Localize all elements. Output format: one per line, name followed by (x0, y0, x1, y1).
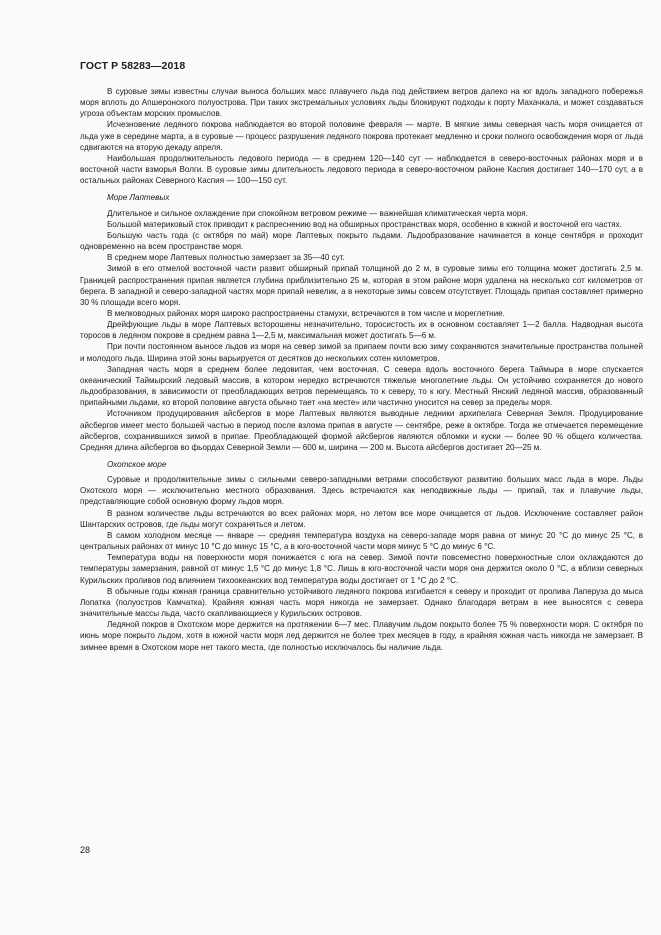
paragraph: Источником продуцирования айсбергов в море Лаптевых являются выводные ледники архипелага Северная Земля. Продуцирование айсбергов имеет место большей частью в период после взлома припая в августе — сентябре, реже в октябре. Тогда же отмечается перемещение айсбергов, сохранившихся зимой в припае. Преобладающей формой айсбергов являются обломки и куски — более 90 % общего количества. Средняя длина айсбергов во фьордах Северной Земли — 600 м, ширина — 200 м. Высота айсбергов достигает 20—25 м. (80, 409, 643, 452)
paragraph: Температура воды на поверхности моря понижается с юга на север. Зимой почти повсеместно поверхностные слои охлаждаются до температуры замерзания, равной от минус 1,5 °С до минус 1,8 °С. Лишь в юго-восточной части моря она держится около 0 °С, а вблизи северных Курильских проливов под влиянием тихоокеанских вод температура воды достигает от 1 °С до 2 °С. (80, 553, 643, 585)
paragraph: Большой материковый сток приводит к распреснению вод на обширных пространствах моря, особенно в южной и восточной его частях. (107, 219, 622, 229)
paragraph: В обычные годы южная граница сравнительно устойчивого ледяного покрова изгибается к северу и проходит от пролива Лаперуза до мыса Лопатка (полуостров Камчатка). Крайняя южная часть моря никогда не замерзает. Однако благодаря ветрам в нее выносятся с севера значительные массы льда, часто скапливающиеся у Курильских островов. (80, 586, 643, 619)
paragraph: Западная часть моря в среднем более ледовитая, чем восточная. С севера вдоль восточного берега Таймыра в море спускается океанический Таймырский ледовый массив, в котором нередко встречаются тяжелые многолетние льды. Он устойчиво сохраняется до нового льдообразования, в зависимости от преобладающих ветров перемещаясь то к северу, то к югу. Местный Янский ледяной массив, образованный припайными льдами, ко второй половине августа обычно тает «на месте» или частично уносится на север за пределы моря. (80, 364, 643, 408)
page-number: 28 (80, 845, 91, 855)
document-body (80, 86, 643, 653)
paragraph: В мелководных районах моря широко распространены стамухи, встречаются в том числе и мореглетние. (107, 308, 505, 318)
section-heading-okhotsk-sea: Охотское море (107, 460, 167, 469)
paragraph: Исчезновение ледяного покрова наблюдается во второй половине февраля — марте. В мягкие зимы северная часть моря очищается от льда уже в середине марта, а в суровые — процесс разрушения ледяного покрова протекает медленно и сроки полного освобождения моря от льда сдвигаются на вторую декаду апреля. (80, 120, 643, 152)
paragraph: В среднем море Лаптевых полностью замерзает за 35—40 сут. (107, 253, 345, 263)
paragraph: Дрейфующие льды в море Лаптевых всторошены незначительно, торосистость их в основном составляет 1—2 балла. Надводная высота торосов в ледяном покрове в среднем равна 1—2,5 м, максимальная может достигать 5—6 м. (80, 320, 643, 341)
paragraph: Большую часть года (с октября по май) море Лаптевых покрыто льдами. Льдообразование начинается в конце сентября и проходит одновременно на всем пространстве моря. (80, 230, 643, 252)
section-heading-laptev-sea: Море Лаптевых (107, 193, 170, 203)
paragraph: При почти постоянном выносе льдов из моря на север зимой за припаем почти всю зиму сохраняются значительные пространства полыней и молодого льда. Ширина этой зоны варьируется от десятков до нескольких сотен километров. (80, 342, 643, 363)
paragraph: Наибольшая продолжительность ледового периода — в среднем 120—140 сут — наблюдается в северо-восточных районах моря и в восточной части взморья Волги. В суровые зимы длительность ледового периода в северо-восточном районе Каспия достигает 140—170 сут, а в остальных районах Северного Каспия — 100—150 сут. (80, 153, 643, 186)
paragraph: В самом холодном месяце — январе — средняя температура воздуха на северо-западе моря равна от минус 20 °С до минус 25 °С, в центральных районах от минус 10 °С до минус 15 °С, а в юго-восточной части моря минус 5 °С до минус 6 °С. (80, 530, 643, 552)
paragraph: Суровые и продолжительные зимы с сильными северо-западными ветрами способствуют развитию больших масс льда в море. Льды Охотского моря — исключительно местного образования. Здесь встречаются как неподвижные льды — припай, так и плавучие льды, представляющие собой основную форму льдов моря. (80, 475, 643, 507)
paragraph: В суровые зимы известны случаи выноса больших масс плавучего льда под действием ветров далеко на юг вдоль западного побережья моря вплоть до Апшеронского полуострова. При таких экстремальных условиях льды блокируют подходы к порту Махачкала, и может создаваться угроза объектам морских промыслов. (80, 87, 643, 119)
paragraph: В разном количестве льды встречаются во всех районах моря, но летом все море очищается от льдов. Исключение составляет район Шантарских островов, где льды могут сохраняться и летом. (80, 508, 643, 529)
paragraph: Ледяной покров в Охотском море держится на протяжении 6—7 мес. Плавучим льдом покрыто более 75 % поверхности моря. С октября по июнь море покрыто льдом, хотя в южной части моря лед держится не более трех месяцев в году, а крайняя южная часть никогда не замерзает. В зимнее время в Охотском море нет такого места, где полностью исключалось бы наличие льда. (80, 620, 643, 652)
paragraph: Длительное и сильное охлаждение при спокойном ветровом режиме — важнейшая климатическая черта моря. (107, 208, 528, 218)
paragraph: Зимой в его отмелой восточной части развит обширный припай толщиной до 2 м, в суровые зимы его толщина может достигать 2,5 м. Границей распространения припая является глубина приблизительно 25 м, которая в этом районе моря удалена на несколько сот километров от берега. В западной и северо-западной частях моря припай невелик, а в некоторые зимы совсем отсутствует. Площадь припая составляет примерно 30 % площади всего моря. (80, 264, 643, 307)
document-header: ГОСТ Р 58283—2018 (80, 60, 186, 72)
